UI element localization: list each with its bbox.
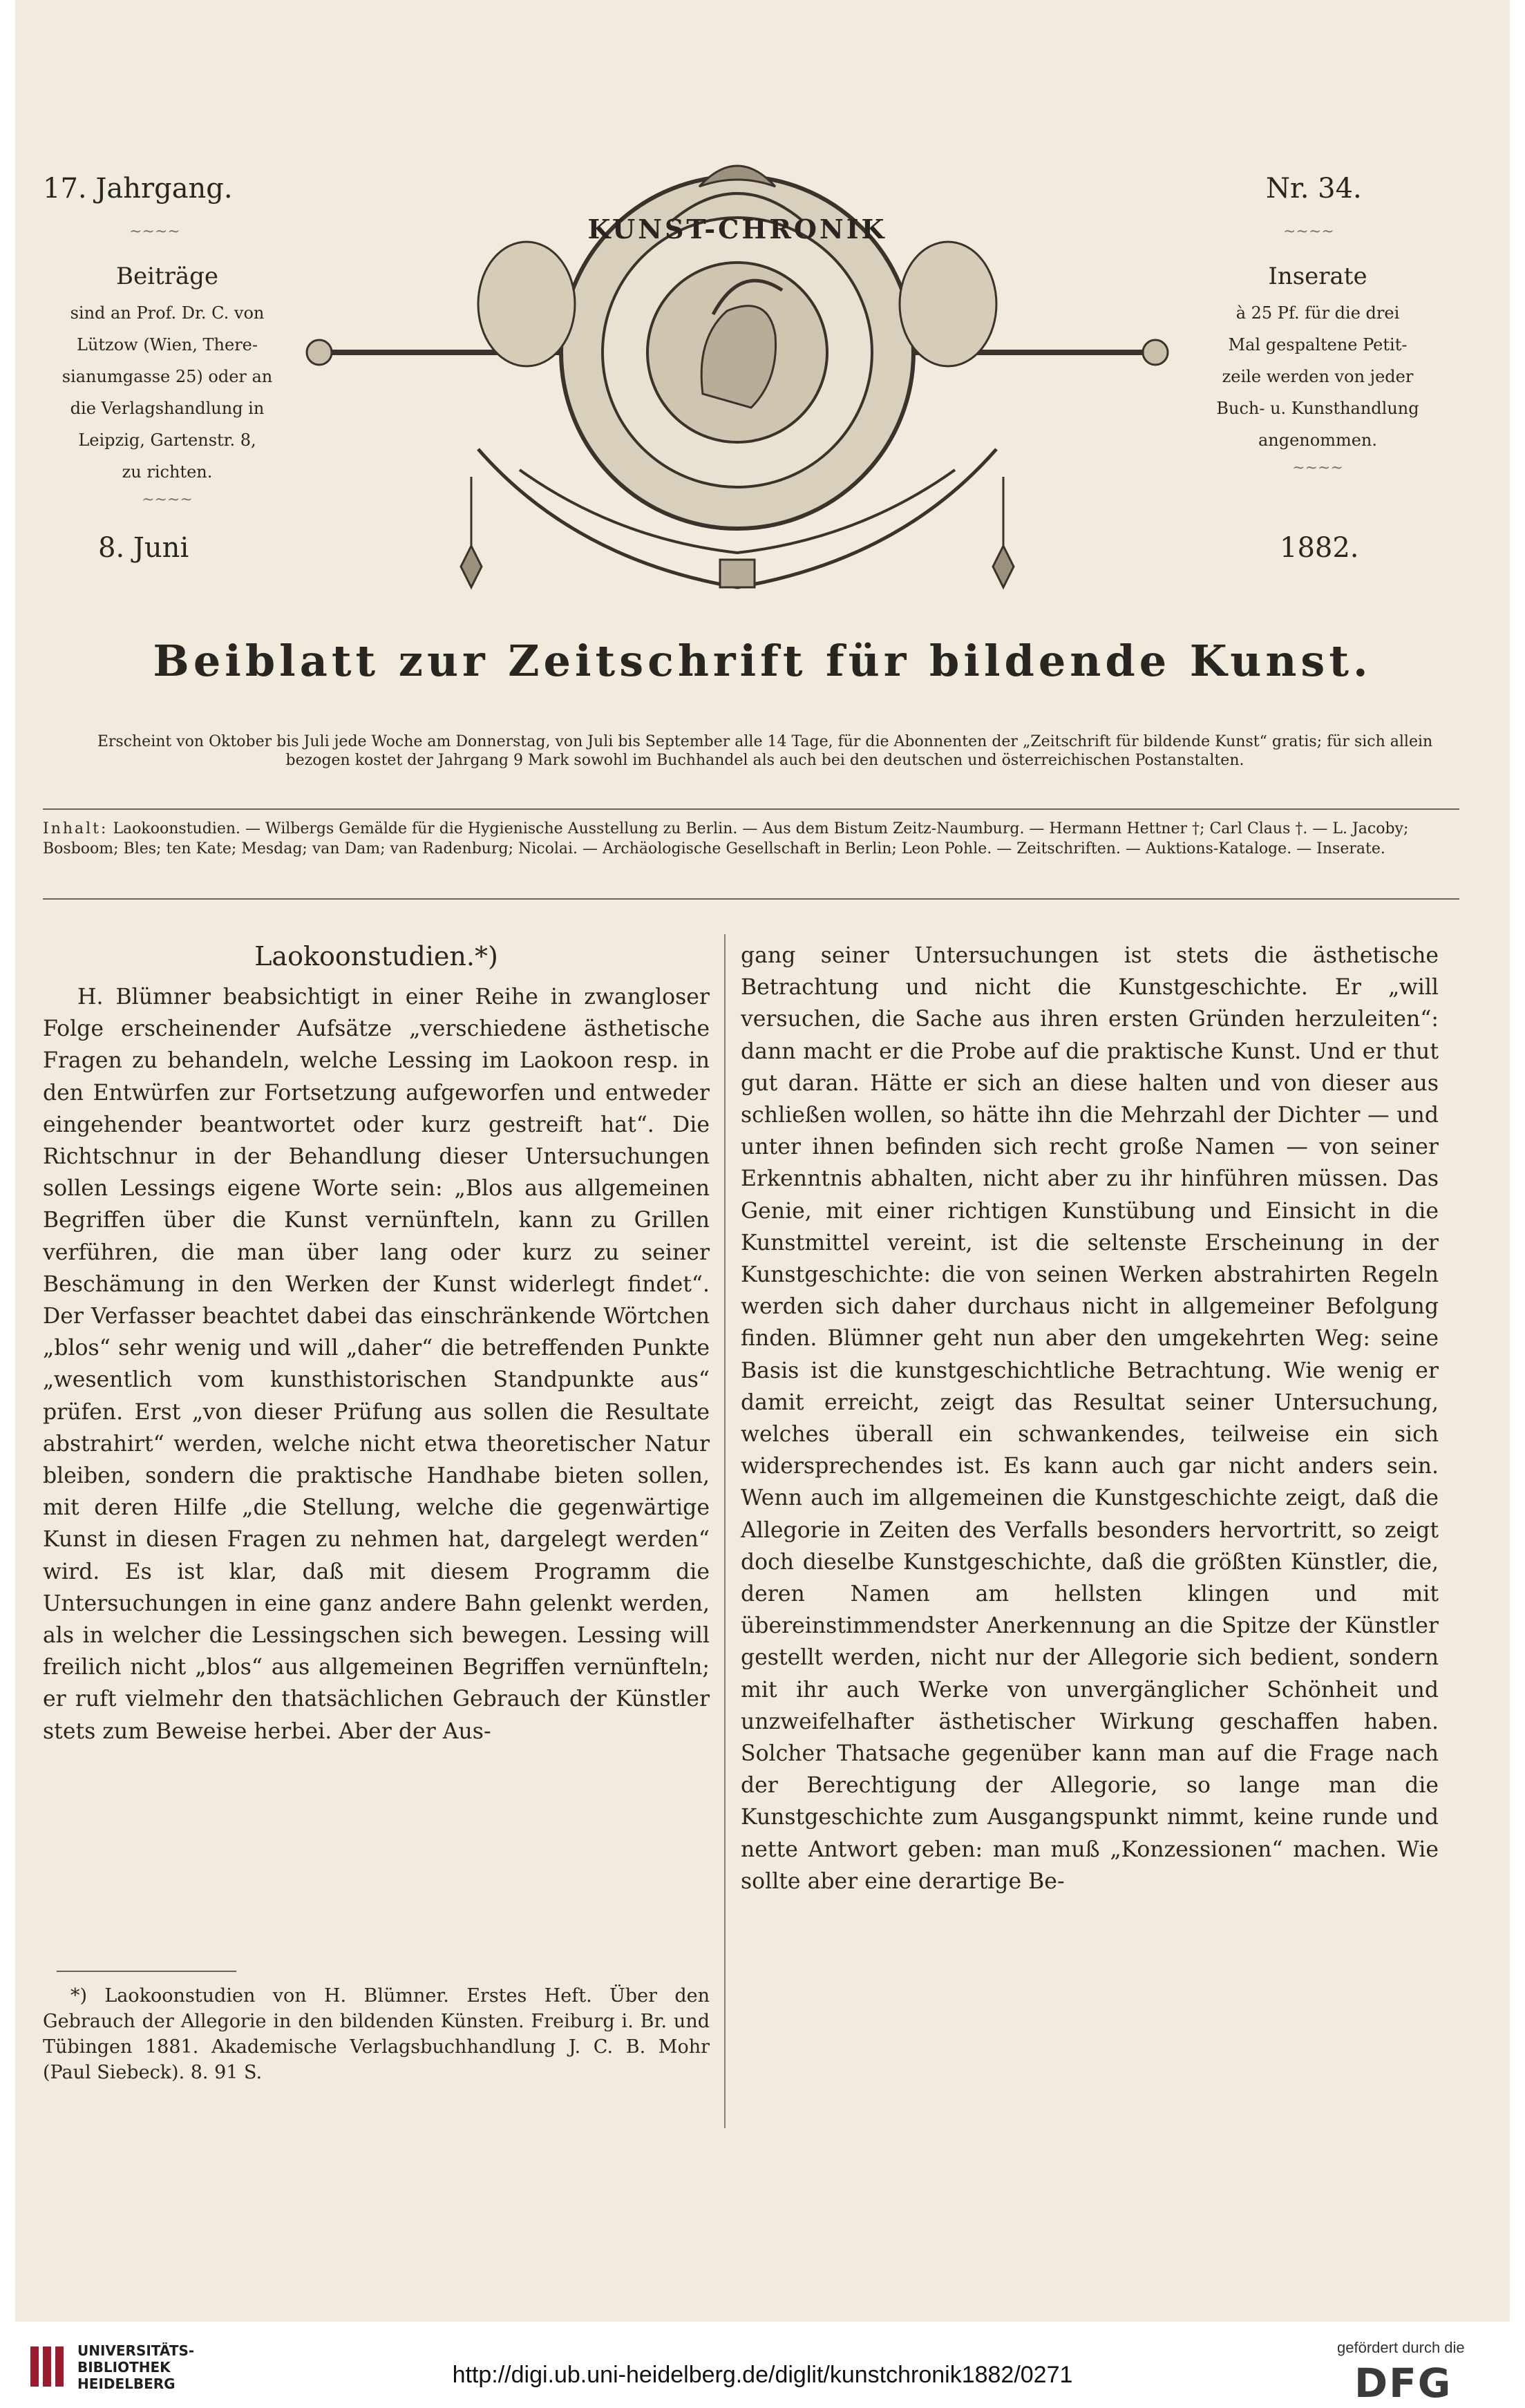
contributions-line: Lützow (Wien, There- bbox=[77, 335, 258, 354]
advertisements-line: Mal gespaltene Petit- bbox=[1228, 335, 1408, 354]
contents-rule bbox=[43, 898, 1459, 900]
advertisements-line: à 25 Pf. für die drei bbox=[1235, 303, 1400, 323]
dfg-logo: DFG bbox=[1354, 2360, 1452, 2407]
article-paragraph: gang seiner Untersuchungen ist stets die ästhetische Betrachtung und nicht die Kunstgeschichte. Er „will versuchen, die Sache aus ihren ersten Gründen herzuleiten“: dann macht er die Probe auf die praktische Kunst. Und er thut gut daran. Hätte er sich an diese halten und von dieser aus schließen wollen, so hätte ihn die Mehrzahl der Dichter — und unter ihnen befinden sich recht große Namen — von seiner Erkenntnis abhalten, nicht aber zu ihr hinführen müssen. Das Genie, mit einer richtigen Kunstübung und Einsicht in die Kunstmittel vereint, ist die seltenste Erscheinung in der Kunstgeschichte: die von seinen Werken abstrahirten Regeln werden sich daher durchaus nicht in allgemeiner Befolgung finden. Blümner geht nun aber den umgekehrten Weg: seine Basis ist die kunstgeschichtliche Betrachtung. Wie wenig er damit erreicht, zeigt das Resultat seiner Untersuchung, welches überall ein schwankendes, teilweise ein sich widersprechendes ist. Es kann auch gar nicht anders sein. Wenn auch im allgemeinen die Kunstgeschichte zeigt, daß die Allegorie in Zeiten des Verfalls besonders hervortritt, so zeigt doch dieselbe Kunstgeschichte, daß die größten Künstler, die, deren Namen am hellsten klingen und mit übereinstimmendster Anerkennung an die Spitze der Künstler gestellt werden, nicht nur der Allegorie sich bedient, sondern mit ihr auch Werke von unvergänglicher Schönheit und unzweifelhafter ästhetischer Wirkung geschaffen haben. Solcher Thatsache gegenüber kann man auf die Frage nach der Berechtigung der Allegorie, so lange man die Kunstgeschichte zum Ausgangspunkt nimmt, keine runde und nette Antwort geben: man muß „Konzessionen“ machen. Wie sollte aber eine derartige Be- bbox=[741, 943, 1439, 1894]
contributions-line: sianumgasse 25) oder an bbox=[61, 367, 273, 386]
volume-label: 17. Jahrgang. bbox=[43, 173, 233, 205]
contents-text: Laokoonstudien. — Wilbergs Gemälde für die Hygienische Ausstellung zu Berlin. — Aus dem Bistum Zeitz-Naumburg. — Hermann Hettner †; Carl Claus †. — L. Jacoby; Bosboom; Bles; ten Kate; Mesdag; van Dam; van Radenburg; Nicolai. — Archäologische Gesellschaft in Berlin; Leon Pohle. — Zeitschriften. — Auktions-Kataloge. — Inserate. bbox=[43, 820, 1409, 857]
source-url[interactable]: http://digi.ub.uni-heidelberg.de/diglit/kunstchronik1882/0271 bbox=[452, 2362, 1073, 2388]
advertisements-heading: Inserate bbox=[1268, 263, 1367, 290]
kunstchronik-emblem bbox=[299, 145, 1176, 615]
scanned-page bbox=[15, 0, 1510, 2322]
contributions-line: zu richten. bbox=[122, 462, 213, 482]
advertisements-line: zeile werden von jeder bbox=[1222, 367, 1414, 386]
article-column-left bbox=[43, 981, 710, 1747]
funding-label: gefördert durch die bbox=[1337, 2339, 1465, 2356]
contributions-line: Leipzig, Gartenstr. 8, bbox=[78, 430, 256, 450]
issue-year: 1882. bbox=[1280, 532, 1359, 564]
emblem-title: KUNST-CHRONIK bbox=[587, 214, 887, 245]
issue-number: Nr. 34. bbox=[1266, 173, 1362, 205]
article-column-right bbox=[741, 940, 1439, 1897]
footnote-rule bbox=[57, 1971, 236, 1972]
advertisements-line: angenommen. bbox=[1258, 430, 1378, 450]
ornament: ~~~~ bbox=[142, 491, 193, 509]
header-rule bbox=[43, 808, 1459, 810]
article-paragraph: H. Blümner beabsichtigt in einer Reihe in zwangloser Folge erscheinender Aufsätze „verschiedene ästhetische Fragen zu behandeln, welche Lessing im Laokoon resp. in den Entwürfen zur Fortsetzung aufgeworfen und entweder eingehender beantwortet oder kurz gestreift hat“. Die Richtschnur in der Behandlung dieser Untersuchungen sollen Lessings eigene Worte sein: „Blos aus allgemeinen Begriffen über die Kunst vernünfteln, kann zu Grillen verführen, die man über lang oder kurz zu seiner Beschämung in den Werken der Kunst widerlegt findet“. Der Verfasser beachtet dabei das einschränkende Wörtchen „blos“ sehr wenig und will „daher“ die betreffenden Punkte „wesentlich vom kunsthistorischen Standpunkte aus“ prüfen. Erst „von dieser Prüfung aus sollen die Resultate abstrahirt“ werden, welche nicht etwa theoretischer Natur bleiben, sondern die praktische Handhabe bieten sollen, mit deren Hilfe „die Stellung, welche die gegenwärtige Kunst in diesen Fragen zu nehmen hat, dargelegt werden“ wird. Es ist klar, daß mit diesem Programm die Untersuchungen in eine ganz andere Bahn gelenkt werden, als in welcher die Lessingschen sich bewegen. Lessing will freilich nicht „blos“ aus allgemeinen Begriffen vernünfteln; er ruft vielmehr den thatsächlichen Gebrauch der Künstler stets zum Beweise herbei. Aber der Aus- bbox=[43, 985, 710, 1744]
contents-label: Inhalt: bbox=[43, 820, 108, 837]
library-line: UNIVERSITÄTS- bbox=[77, 2342, 195, 2359]
contributions-line: sind an Prof. Dr. C. von bbox=[70, 303, 265, 323]
masthead-title: Beiblatt zur Zeitschrift für bildende Kunst. bbox=[153, 636, 1372, 686]
advertisements-box bbox=[1183, 256, 1452, 481]
library-line: HEIDELBERG bbox=[77, 2376, 176, 2392]
column-divider bbox=[724, 934, 726, 2128]
article-title: Laokoonstudien.*) bbox=[254, 941, 498, 971]
library-line: BIBLIOTHEK bbox=[77, 2359, 171, 2376]
table-of-contents bbox=[43, 819, 1459, 859]
ornament: ~~~~ bbox=[1292, 459, 1343, 477]
footnote bbox=[43, 1983, 710, 2085]
advertisements-line: Buch- u. Kunsthandlung bbox=[1216, 399, 1419, 418]
contributions-heading: Beiträge bbox=[115, 263, 219, 290]
contributions-box bbox=[43, 256, 292, 513]
ornament-left: ~~~~ bbox=[129, 223, 180, 240]
publication-notice: Erscheint von Oktober bis Juli jede Woche am Donnerstag, von Juli bis September alle 14 Tage, für die Abonnenten der „Zeitschrift für bildende Kunst“ gratis; für sich allein bezogen kostet der Jahrgang 9 Mark sowohl im Buchhandel als auch bei den deutschen und österreichischen Postanstalten. bbox=[97, 733, 1433, 769]
footnote-text: *) Laokoonstudien von H. Blümner. Erstes Heft. Über den Gebrauch der Allegorie in den bildenden Künsten. Freiburg i. Br. und Tübingen 1881. Akademische Verlagsbuchhandlung J. C. B. Mohr (Paul Siebeck). 8. 91 S. bbox=[43, 1985, 710, 2083]
issue-date: 8. Juni bbox=[98, 532, 189, 564]
ornament-right: ~~~~ bbox=[1283, 223, 1334, 240]
contributions-line: die Verlagshandlung in bbox=[70, 399, 265, 418]
